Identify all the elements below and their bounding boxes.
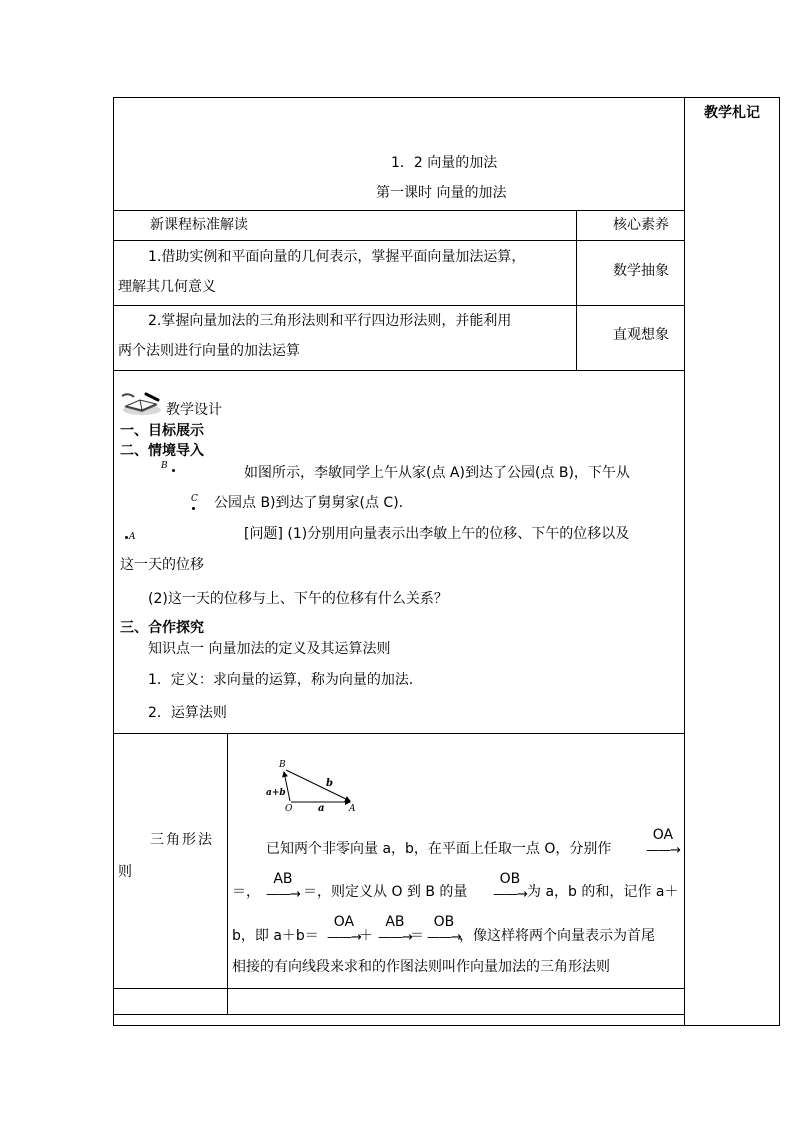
book-pen-icon: [118, 391, 164, 417]
section-explore: 三、合作探究: [120, 620, 204, 636]
rule-line3-start: b，即 a＋b＝: [232, 928, 319, 944]
std-row2-line2: 两个法则进行向量的加法运算: [118, 343, 300, 359]
point-a-dot: [125, 536, 128, 539]
vector-ob-1: OB ——→: [493, 871, 527, 902]
section-title: 1．2 向量的加法: [391, 155, 498, 171]
std-row1-line1: 1.借助实例和平面向量的几何表示，掌握平面向量加法运算，: [148, 249, 526, 265]
rule-label-line2: 则: [118, 864, 132, 880]
point-c-label: C: [191, 494, 198, 504]
rule-line4: 相接的有向线段来求和的作图法则叫作向量加法的三角形法则: [232, 959, 610, 975]
std-row2-literacy: 直观想象: [613, 327, 669, 343]
outer-frame-top: [113, 97, 780, 98]
point-c-dot: [192, 507, 195, 510]
vector-ab-1: AB ——→: [266, 871, 300, 902]
std-table-row1: [113, 240, 685, 241]
rule-line2-rest: ＝，则定义从 O 到 B 的量: [303, 884, 468, 900]
tri-label-B: B: [279, 760, 286, 770]
lesson-subtitle: 第一课时 向量的加法: [376, 185, 507, 201]
rule-line3-eq: ＝: [410, 928, 424, 944]
vector-oa-2: OA ——→: [327, 914, 361, 945]
std-table-row2: [113, 305, 685, 306]
rule-line3-plus: ＋: [359, 928, 373, 944]
std-table-col: [576, 210, 577, 371]
section-goal: 一、目标展示: [120, 423, 204, 439]
rule-table-bottom: [113, 1014, 685, 1015]
point-a-label: A: [129, 532, 136, 542]
definition-text: 1．定义：求向量的运算，称为向量的加法．: [148, 672, 423, 688]
rule-heading: 2．运算法则: [148, 705, 227, 721]
rule-line2-end: 为 a，b 的和，记作 a＋: [527, 884, 679, 900]
design-heading: 教学设计: [166, 402, 222, 418]
divider-main-note: [684, 97, 685, 1026]
outer-frame-left: [113, 97, 114, 1026]
section-context: 二、情境导入: [120, 443, 204, 459]
vector-oa-1: OA ——→: [646, 827, 680, 858]
side-note-title: 教学札记: [704, 105, 760, 121]
scenario-line2: 公园点 B)到达了舅舅家(点 C).: [214, 495, 404, 511]
tri-label-a: a: [318, 803, 325, 814]
outer-frame-right: [779, 97, 780, 1026]
rule-table-top: [113, 733, 685, 734]
std-row2-line1: 2.掌握向量加法的三角形法则和平行四边形法则，并能利用: [148, 313, 512, 329]
rule-table-mid: [113, 988, 685, 989]
rule-label-line1: 三角形法: [150, 832, 214, 848]
tri-label-ab: a+b: [266, 788, 286, 798]
std-header-left: 新课程标准解读: [150, 217, 248, 233]
outer-frame-bottom: [113, 1025, 780, 1026]
tri-label-O: O: [285, 804, 293, 814]
vector-ob-2: OB ——→: [427, 914, 461, 945]
point-b-label: B: [161, 461, 168, 471]
question-2: (2)这一天的位移与上、下午的位移有什么关系？: [148, 591, 448, 607]
std-header-right: 核心素养: [613, 217, 669, 233]
question-line1: [问题] (1)分别用向量表示出李敏上午的位移、下午的位移以及: [244, 526, 630, 542]
std-table-top: [113, 210, 685, 211]
tri-label-b: b: [326, 778, 333, 789]
std-table-bottom: [113, 370, 685, 371]
rule-line1: 已知两个非零向量 a，b，在平面上任取一点 O，分别作: [266, 841, 612, 857]
rule-table-col: [227, 733, 228, 1015]
vector-ab-2: AB ——→: [378, 914, 412, 945]
tri-label-A: A: [349, 804, 356, 814]
std-row1-literacy: 数学抽象: [613, 263, 669, 279]
rule-line3-end: ，像这样将两个向量表示为首尾: [459, 928, 655, 944]
std-row1-line2: 理解其几何意义: [118, 279, 216, 295]
point-b-dot: [172, 469, 175, 472]
knowledge-point-1: 知识点一 向量加法的定义及其运算法则: [148, 641, 391, 657]
scenario-line1: 如图所示，李敏同学上午从家(点 A)到达了公园(点 B)，下午从: [244, 465, 630, 481]
question-line2: 这一天的位移: [120, 557, 204, 573]
rule-line2-eq: ＝，: [232, 884, 260, 900]
